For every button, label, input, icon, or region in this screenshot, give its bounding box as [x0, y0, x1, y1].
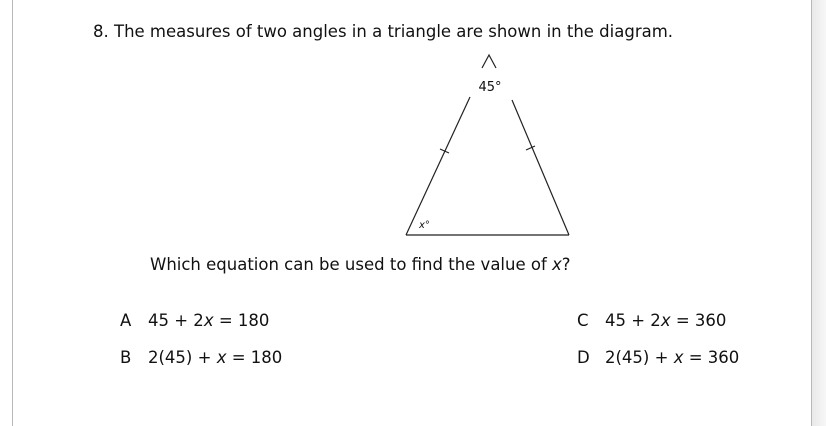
bottom-angle-label: x° — [419, 220, 430, 231]
choice-equation: 45 + 2x = 360 — [605, 311, 727, 330]
choice-equation: 45 + 2x = 180 — [148, 311, 270, 330]
question-prompt — [150, 255, 571, 274]
triangle-right-side — [512, 100, 569, 235]
scroll-edge — [812, 0, 826, 426]
choice-b[interactable] — [120, 348, 282, 367]
choice-d[interactable] — [577, 348, 739, 367]
prompt-text-after: ? — [561, 255, 571, 274]
choice-letter: D — [577, 348, 590, 367]
triangle-left-side — [406, 97, 470, 235]
question-text: 8. The measures of two angles in a triangle are shown in the diagram. — [93, 22, 674, 41]
prompt-text-before: Which equation can be used to find the value of — [150, 255, 553, 274]
choice-c[interactable] — [577, 311, 726, 330]
top-angle-label: 45° — [478, 80, 502, 95]
prompt-variable: x — [552, 255, 562, 274]
choice-a[interactable] — [120, 311, 269, 330]
triangle-diagram — [395, 50, 585, 245]
page-left-border — [12, 0, 13, 426]
choice-letter: C — [577, 311, 589, 330]
choice-equation: 2(45) + x = 180 — [148, 348, 283, 367]
choice-letter: A — [120, 311, 132, 330]
apex-caret — [482, 55, 496, 68]
choice-equation: 2(45) + x = 360 — [605, 348, 740, 367]
choice-letter: B — [120, 348, 132, 367]
right-side-tick — [526, 146, 535, 150]
